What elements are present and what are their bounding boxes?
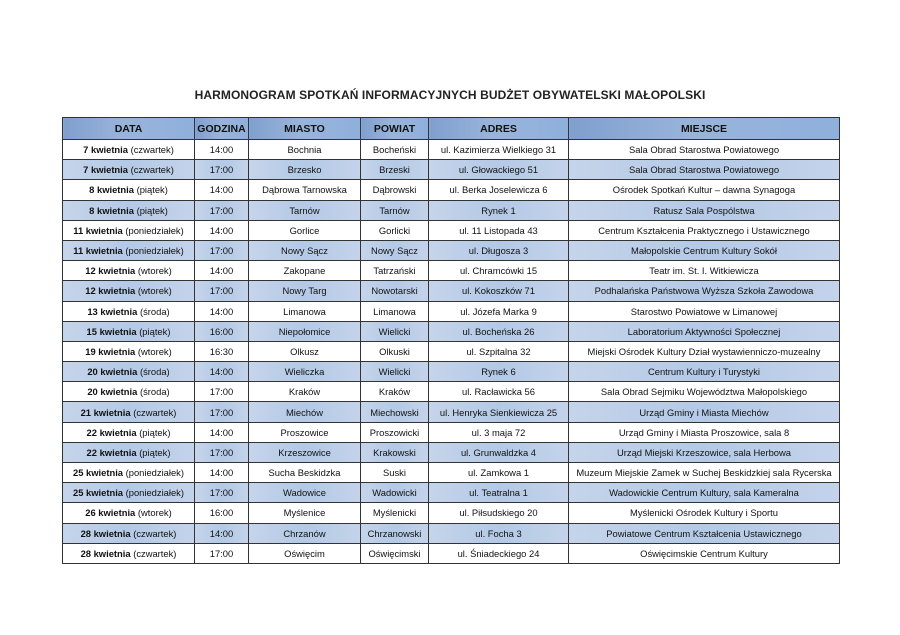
- cell-city: Proszowice: [249, 422, 361, 442]
- cell-county: Myślenicki: [361, 503, 429, 523]
- cell-date-weekday: (czwartek): [130, 164, 174, 176]
- cell-date: [63, 220, 195, 240]
- cell-time: 14:00: [195, 301, 249, 321]
- cell-address: ul. Kokoszków 71: [429, 281, 569, 301]
- cell-county: Bocheński: [361, 140, 429, 160]
- cell-date-value: 12 kwietnia: [85, 265, 136, 277]
- cell-date: [63, 483, 195, 503]
- cell-address: ul. Szpitalna 32: [429, 341, 569, 361]
- table-row: [63, 200, 840, 220]
- cell-time: 17:00: [195, 483, 249, 503]
- cell-date-value: 25 kwietnia: [72, 467, 124, 479]
- cell-place: Centrum Kultury i Turystyki: [569, 362, 840, 382]
- cell-address: ul. Głowackiego 51: [429, 160, 569, 180]
- cell-place: Sala Obrad Sejmiku Województwa Małopolskiego: [569, 382, 840, 402]
- cell-county: Wielicki: [361, 321, 429, 341]
- cell-city: Olkusz: [249, 341, 361, 361]
- cell-time: 16:00: [195, 321, 249, 341]
- cell-date: [63, 240, 195, 260]
- cell-county: Olkuski: [361, 341, 429, 361]
- cell-date-value: 8 kwietnia: [89, 204, 134, 216]
- cell-place: Myślenicki Ośrodek Kultury i Sportu: [569, 503, 840, 523]
- cell-date-value: 8 kwietnia: [89, 184, 134, 196]
- cell-date-weekday: (wtorek): [137, 285, 172, 297]
- cell-county: Oświęcimski: [361, 543, 429, 563]
- cell-time: 17:00: [195, 382, 249, 402]
- cell-county: Brzeski: [361, 160, 429, 180]
- cell-city: Zakopane: [249, 261, 361, 281]
- cell-date-value: 26 kwietnia: [85, 507, 136, 519]
- cell-date-weekday: (piątek): [136, 184, 168, 196]
- table-row: [63, 543, 840, 563]
- cell-date-weekday: (poniedziałek): [125, 245, 184, 257]
- cell-city: Myślenice: [249, 503, 361, 523]
- cell-county: Nowotarski: [361, 281, 429, 301]
- cell-address: ul. Piłsudskiego 20: [429, 503, 569, 523]
- cell-date-weekday: (piątek): [139, 325, 171, 337]
- cell-date-value: 11 kwietnia: [73, 224, 123, 236]
- cell-date: [63, 503, 195, 523]
- column-header-city: MIASTO: [249, 118, 361, 140]
- cell-date-weekday: (poniedziałek): [125, 467, 184, 479]
- cell-date-value: 15 kwietnia: [86, 325, 137, 337]
- table-row: [63, 220, 840, 240]
- cell-date: [63, 180, 195, 200]
- cell-place: Powiatowe Centrum Kształcenia Ustawicznego: [569, 523, 840, 543]
- cell-place: Sala Obrad Starostwa Powiatowego: [569, 140, 840, 160]
- cell-date-value: 11 kwietnia: [73, 245, 123, 257]
- cell-date: [63, 382, 195, 402]
- cell-time: 17:00: [195, 160, 249, 180]
- cell-address: Rynek 1: [429, 200, 569, 220]
- cell-county: Proszowicki: [361, 422, 429, 442]
- cell-date-weekday: (środa): [139, 386, 170, 398]
- cell-date: [63, 402, 195, 422]
- cell-address: Rynek 6: [429, 362, 569, 382]
- cell-date: [63, 281, 195, 301]
- cell-address: ul. Grunwaldzka 4: [429, 442, 569, 462]
- cell-city: Niepołomice: [249, 321, 361, 341]
- cell-city: Krzeszowice: [249, 442, 361, 462]
- cell-date-value: 28 kwietnia: [80, 547, 131, 559]
- cell-time: 14:00: [195, 362, 249, 382]
- cell-county: Miechowski: [361, 402, 429, 422]
- table-row: [63, 523, 840, 543]
- cell-date: [63, 362, 195, 382]
- cell-date-value: 25 kwietnia: [72, 487, 124, 499]
- cell-address: ul. Racławicka 56: [429, 382, 569, 402]
- cell-place: Miejski Ośrodek Kultury Dział wystawienniczo-muzealny: [569, 341, 840, 361]
- table-row: [63, 160, 840, 180]
- table-row: [63, 483, 840, 503]
- table-row: [63, 422, 840, 442]
- cell-date-weekday: (czwartek): [133, 527, 177, 539]
- cell-city: Kraków: [249, 382, 361, 402]
- cell-date: [63, 160, 195, 180]
- cell-county: Tatrzański: [361, 261, 429, 281]
- cell-address: ul. Bocheńska 26: [429, 321, 569, 341]
- cell-address: ul. 3 maja 72: [429, 422, 569, 442]
- column-header-time: GODZINA: [195, 118, 249, 140]
- cell-time: 14:00: [195, 220, 249, 240]
- cell-county: Nowy Sącz: [361, 240, 429, 260]
- cell-address: ul. Chramcówki 15: [429, 261, 569, 281]
- cell-date: [63, 422, 195, 442]
- cell-time: 14:00: [195, 180, 249, 200]
- table-row: [63, 503, 840, 523]
- header-row: [63, 118, 840, 140]
- cell-place: Urząd Miejski Krzeszowice, sala Herbowa: [569, 442, 840, 462]
- cell-date-weekday: (czwartek): [133, 547, 177, 559]
- cell-city: Bochnia: [249, 140, 361, 160]
- cell-city: Tarnów: [249, 200, 361, 220]
- cell-county: Wielicki: [361, 362, 429, 382]
- cell-date: [63, 200, 195, 220]
- cell-county: Krakowski: [361, 442, 429, 462]
- cell-county: Suski: [361, 463, 429, 483]
- cell-place: Ośrodek Spotkań Kultur – dawna Synagoga: [569, 180, 840, 200]
- cell-address: ul. 11 Listopada 43: [429, 220, 569, 240]
- table-row: [63, 382, 840, 402]
- cell-place: Urząd Gminy i Miasta Miechów: [569, 402, 840, 422]
- cell-date-weekday: (wtorek): [137, 345, 172, 357]
- cell-date-weekday: (wtorek): [137, 265, 172, 277]
- cell-county: Kraków: [361, 382, 429, 402]
- cell-place: Sala Obrad Starostwa Powiatowego: [569, 160, 840, 180]
- cell-city: Nowy Sącz: [249, 240, 361, 260]
- cell-place: Małopolskie Centrum Kultury Sokół: [569, 240, 840, 260]
- cell-city: Wadowice: [249, 483, 361, 503]
- cell-time: 17:00: [195, 543, 249, 563]
- cell-time: 17:00: [195, 402, 249, 422]
- cell-date: [63, 463, 195, 483]
- cell-date-weekday: (środa): [139, 305, 170, 317]
- cell-county: Dąbrowski: [361, 180, 429, 200]
- table-row: [63, 301, 840, 321]
- cell-time: 14:00: [195, 422, 249, 442]
- cell-time: 16:30: [195, 341, 249, 361]
- cell-city: Nowy Targ: [249, 281, 361, 301]
- column-header-date: DATA: [63, 118, 195, 140]
- table-row: [63, 402, 840, 422]
- cell-date-weekday: (czwartek): [130, 144, 174, 156]
- cell-city: Brzesko: [249, 160, 361, 180]
- cell-place: Ratusz Sala Pospólstwa: [569, 200, 840, 220]
- cell-city: Dąbrowa Tarnowska: [249, 180, 361, 200]
- cell-time: 17:00: [195, 281, 249, 301]
- cell-time: 14:00: [195, 261, 249, 281]
- cell-city: Gorlice: [249, 220, 361, 240]
- table-row: [63, 240, 840, 260]
- cell-date: [63, 261, 195, 281]
- cell-date-value: 20 kwietnia: [87, 366, 138, 378]
- cell-date-value: 13 kwietnia: [87, 305, 138, 317]
- table-row: [63, 140, 840, 160]
- cell-date-weekday: (poniedziałek): [125, 224, 184, 236]
- cell-date: [63, 442, 195, 462]
- cell-date-weekday: (wtorek): [137, 507, 172, 519]
- cell-date-weekday: (piątek): [139, 446, 171, 458]
- cell-place: Podhalańska Państwowa Wyższa Szkoła Zawodowa: [569, 281, 840, 301]
- cell-address: ul. Focha 3: [429, 523, 569, 543]
- cell-date-value: 19 kwietnia: [85, 345, 136, 357]
- cell-place: Starostwo Powiatowe w Limanowej: [569, 301, 840, 321]
- cell-date-weekday: (poniedziałek): [125, 487, 184, 499]
- cell-time: 14:00: [195, 523, 249, 543]
- cell-city: Chrzanów: [249, 523, 361, 543]
- cell-time: 17:00: [195, 442, 249, 462]
- cell-date-value: 22 kwietnia: [86, 426, 137, 438]
- cell-city: Wieliczka: [249, 362, 361, 382]
- table-row: [63, 362, 840, 382]
- cell-address: ul. Teatralna 1: [429, 483, 569, 503]
- cell-time: 14:00: [195, 463, 249, 483]
- cell-date-value: 7 kwietnia: [83, 164, 128, 176]
- cell-address: ul. Kazimierza Wielkiego 31: [429, 140, 569, 160]
- cell-time: 17:00: [195, 200, 249, 220]
- column-header-address: ADRES: [429, 118, 569, 140]
- cell-address: ul. Długosza 3: [429, 240, 569, 260]
- cell-date-value: 22 kwietnia: [86, 446, 137, 458]
- cell-date-value: 28 kwietnia: [80, 527, 131, 539]
- cell-place: Laboratorium Aktywności Społecznej: [569, 321, 840, 341]
- cell-city: Limanowa: [249, 301, 361, 321]
- cell-place: Urząd Gminy i Miasta Proszowice, sala 8: [569, 422, 840, 442]
- cell-date: [63, 341, 195, 361]
- table-row: [63, 463, 840, 483]
- cell-date: [63, 543, 195, 563]
- table-row: [63, 261, 840, 281]
- cell-date-weekday: (środa): [139, 366, 170, 378]
- cell-address: ul. Henryka Sienkiewicza 25: [429, 402, 569, 422]
- cell-address: ul. Śniadeckiego 24: [429, 543, 569, 563]
- cell-date-value: 12 kwietnia: [85, 285, 136, 297]
- cell-address: ul. Zamkowa 1: [429, 463, 569, 483]
- cell-date-value: 20 kwietnia: [87, 386, 138, 398]
- table-row: [63, 442, 840, 462]
- document-title: HARMONOGRAM SPOTKAŃ INFORMACYJNYCH BUDŻET OBYWATELSKI MAŁOPOLSKI: [194, 88, 706, 102]
- cell-place: Oświęcimskie Centrum Kultury: [569, 543, 840, 563]
- cell-city: Oświęcim: [249, 543, 361, 563]
- table-row: [63, 321, 840, 341]
- cell-county: Tarnów: [361, 200, 429, 220]
- cell-city: Miechów: [249, 402, 361, 422]
- cell-date-weekday: (czwartek): [133, 406, 177, 418]
- cell-county: Wadowicki: [361, 483, 429, 503]
- cell-county: Gorlicki: [361, 220, 429, 240]
- cell-county: Limanowa: [361, 301, 429, 321]
- cell-date: [63, 140, 195, 160]
- cell-place: Centrum Kształcenia Praktycznego i Ustawicznego: [569, 220, 840, 240]
- cell-time: 16:00: [195, 503, 249, 523]
- column-header-place: MIEJSCE: [569, 118, 840, 140]
- table-row: [63, 180, 840, 200]
- column-header-county: POWIAT: [361, 118, 429, 140]
- cell-place: Teatr im. St. I. Witkiewicza: [569, 261, 840, 281]
- cell-date-value: 21 kwietnia: [80, 406, 131, 418]
- cell-time: 17:00: [195, 240, 249, 260]
- cell-address: ul. Berka Joselewicza 6: [429, 180, 569, 200]
- cell-date-value: 7 kwietnia: [83, 144, 128, 156]
- cell-date: [63, 523, 195, 543]
- schedule-table: [62, 117, 840, 564]
- cell-date-weekday: (piątek): [136, 204, 168, 216]
- cell-date: [63, 301, 195, 321]
- table-row: [63, 341, 840, 361]
- cell-county: Chrzanowski: [361, 523, 429, 543]
- cell-time: 14:00: [195, 140, 249, 160]
- cell-address: ul. Józefa Marka 9: [429, 301, 569, 321]
- table-row: [63, 281, 840, 301]
- cell-city: Sucha Beskidzka: [249, 463, 361, 483]
- cell-place: Wadowickie Centrum Kultury, sala Kameralna: [569, 483, 840, 503]
- cell-place: Muzeum Miejskie Zamek w Suchej Beskidzkiej sala Rycerska: [569, 463, 840, 483]
- cell-date: [63, 321, 195, 341]
- cell-date-weekday: (piątek): [139, 426, 171, 438]
